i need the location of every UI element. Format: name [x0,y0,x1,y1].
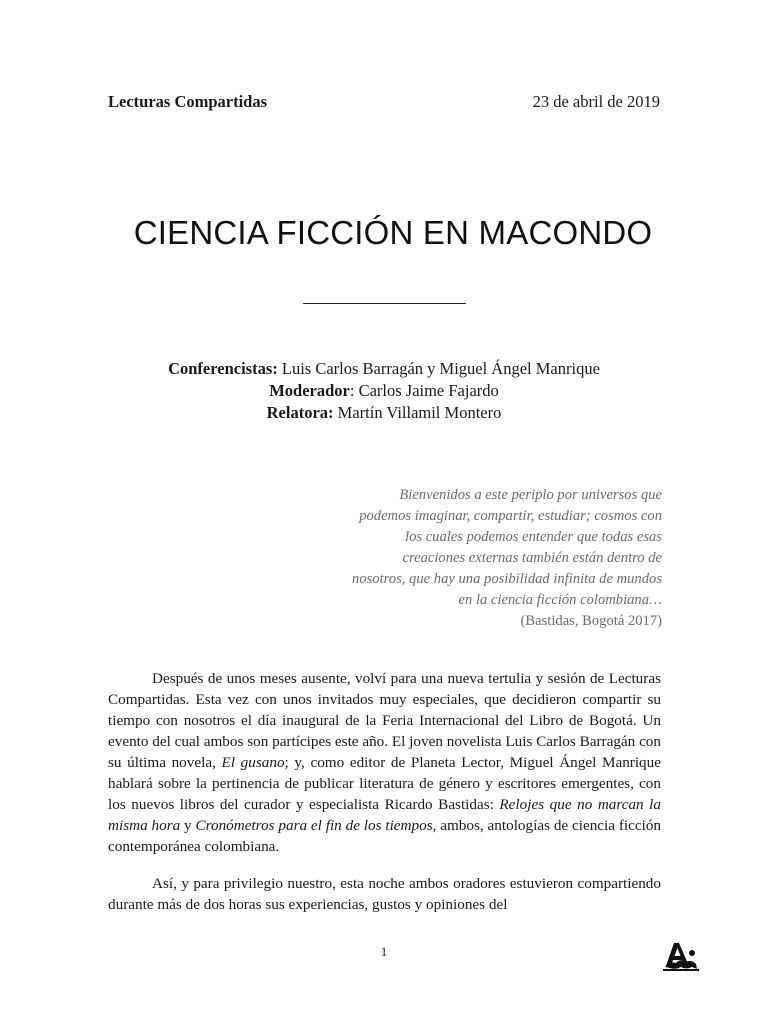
epigraph [302,485,662,632]
body-paragraph [108,873,661,915]
event-date: 23 de abril de 2019 [532,92,660,111]
epigraph-line: podemos imaginar, compartir, estudiar; cosmos con [359,508,662,524]
paragraph-text: Después de unos meses ausente, volví para una nueva tertulia y sesión de Lecturas Compartidas. Esta vez con unos invitados muy especiales, que decidieron compartir su tiempo con nosotros el día inaugural de la Feria Internacional del Libro de Bogotá. Un evento del cual ambos son partícipes este año. El joven novelista Luis Carlos Barragán con su última novela [108,670,661,771]
epigraph-line: en la ciencia ficción colombiana… [458,592,662,608]
paragraph-text: ; y, como editor de Planeta Lector, Miguel Ángel Manrique hablará sobre la pertinencia de publicar literatura de género y escritores emergentes, con los nuevos libros del curador y especialista Ricardo Bastidas: [108,754,661,813]
moderator-label: Moderador [269,381,350,400]
moderator-name: : Carlos Jaime Fajardo [349,381,499,400]
epigraph-line: nosotros, que hay una posibilidad infinita de mundos [352,571,662,587]
series-name: Lecturas Compartidas [108,92,268,111]
rapporteur-name: Martín Villamil Montero [333,403,502,422]
speakers-line [0,358,768,380]
document-title: CIENCIA FICCIÓN EN MACONDO [133,214,653,251]
paragraph-text: Así, y para privilegio nuestro, esta noche ambos oradores estuvieron compartiendo durante más de dos horas sus experiencias, gustos y opiniones del [108,875,661,913]
book-title: Cronómetros para el fin de los tiempos [195,817,433,834]
paragraph-text: y [180,817,196,834]
rapporteur-label: Relatora: [266,403,334,422]
paragraph-text: , ambos, antologías de ciencia ficción contemporánea colombiana. [108,817,662,855]
epigraph-line: Bienvenidos a este periplo por universos que [399,487,662,503]
epigraph-line: los cuales podemos entender que todas esas [405,529,662,545]
book-title: Relojes que no marcan la misma hora [108,796,661,834]
document-body [108,668,661,931]
moderator-line [0,380,768,402]
speakers-label: Conferencistas: [168,359,278,378]
page-header [108,92,660,112]
speakers-names: Luis Carlos Barragán y Miguel Ángel Manrique [277,359,600,378]
publisher-logo-icon [662,940,700,972]
title-divider [303,303,466,304]
page-number: 1 [380,944,388,959]
epigraph-citation: (Bastidas, Bogotá 2017) [520,613,662,629]
body-paragraph [108,668,661,857]
credits-block [0,358,768,424]
epigraph-line: creaciones externas también están dentro de [402,550,662,566]
rapporteur-line [0,402,768,424]
novel-title: , El gusano [212,754,285,771]
